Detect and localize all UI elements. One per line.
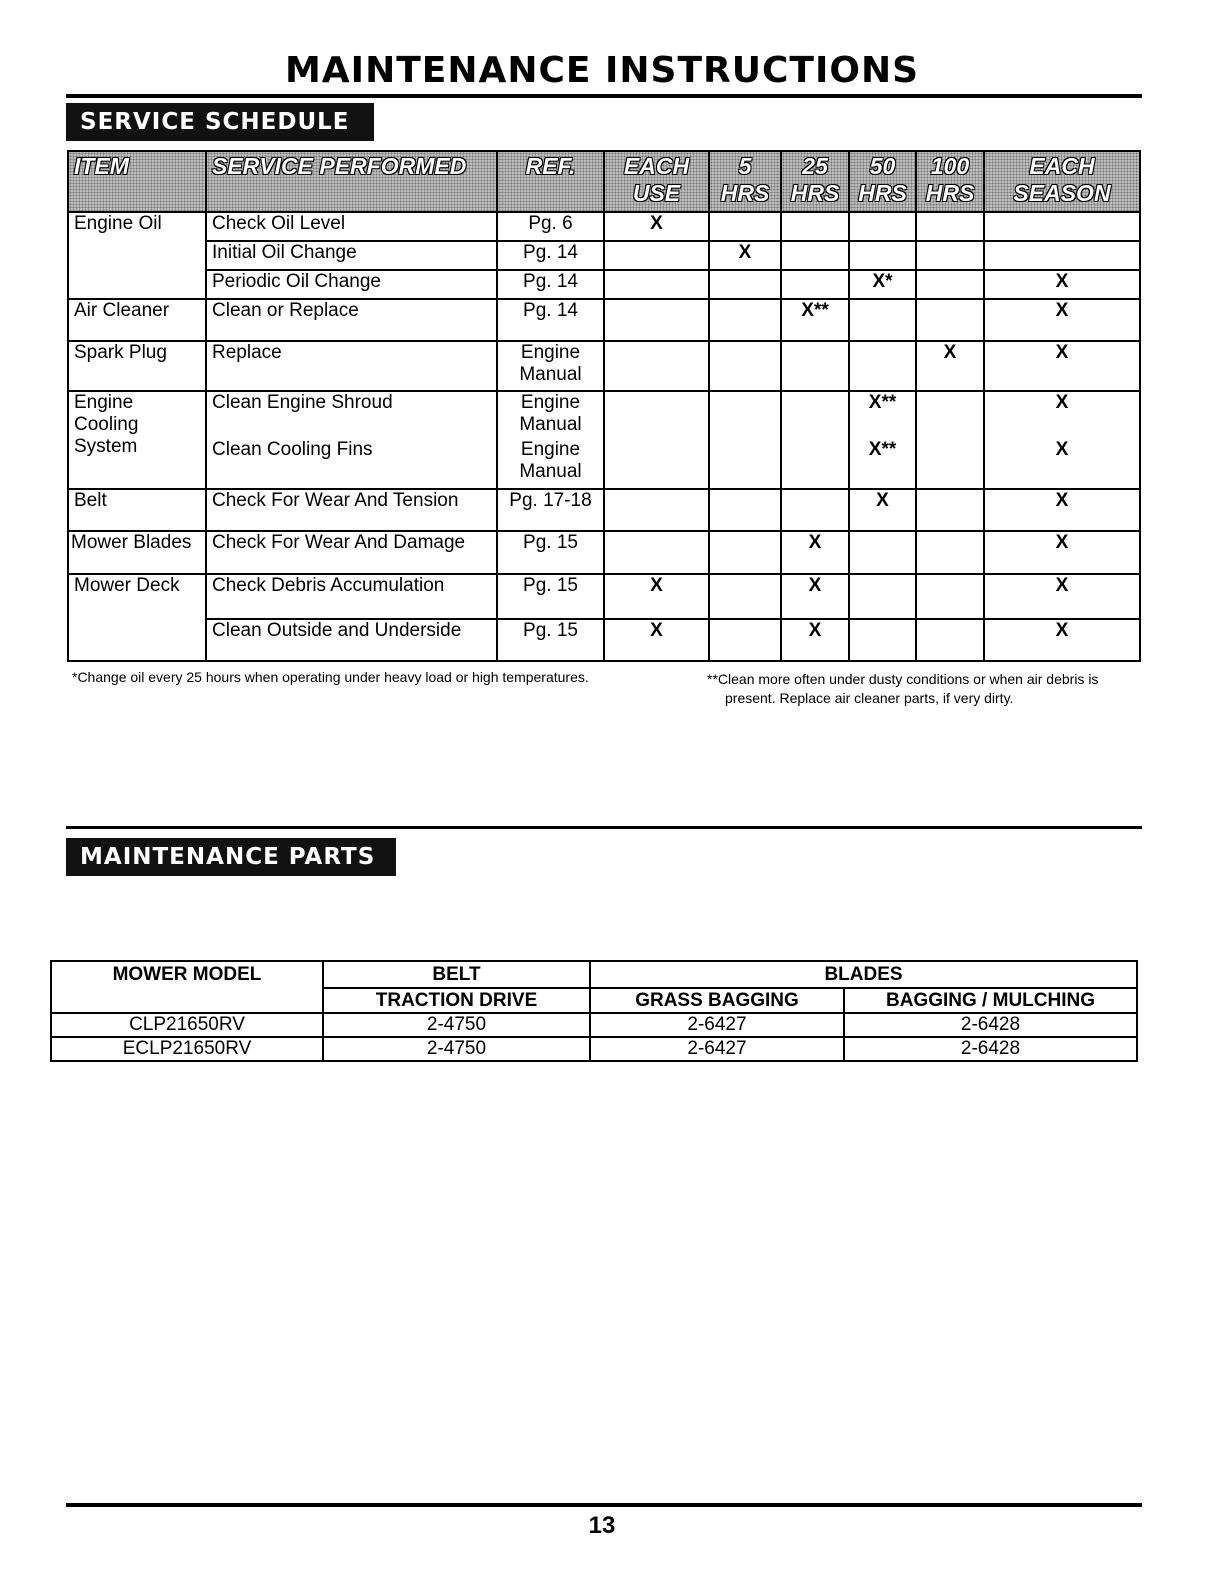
header-bagging-mulching: BAGGING / MULCHING xyxy=(844,988,1137,1013)
cell-100-hrs xyxy=(916,619,984,661)
cell-each-season: X xyxy=(984,531,1140,574)
cell-grass-bagging: 2-6427 xyxy=(590,1013,844,1037)
cell-each-season: X xyxy=(984,574,1140,619)
header-traction-drive: TRACTION DRIVE xyxy=(323,988,590,1013)
table-row xyxy=(68,241,1140,270)
cell-5-hrs xyxy=(709,489,781,531)
cell-service: Periodic Oil Change xyxy=(206,270,497,299)
cell-item: Engine Oil xyxy=(68,212,206,299)
cell-5-hrs xyxy=(709,619,781,661)
cell-ref: Engine Manual xyxy=(497,391,604,439)
cell-each-use xyxy=(604,439,709,489)
header-ref: REF. xyxy=(497,151,604,212)
cell-50-hrs xyxy=(849,212,916,241)
cell-25-hrs: X xyxy=(781,574,849,619)
footnote-oil: *Change oil every 25 hours when operating under heavy load or high temperatures. xyxy=(72,669,589,685)
cell-100-hrs xyxy=(916,241,984,270)
cell-25-hrs: X** xyxy=(781,299,849,341)
table-row xyxy=(68,270,1140,299)
cell-item: Engine Cooling System xyxy=(68,391,206,489)
cell-each-season: X xyxy=(984,270,1140,299)
cell-each-season: X xyxy=(984,619,1140,661)
header-service-performed: SERVICE PERFORMED xyxy=(206,151,497,212)
header-each-season: EACH SEASON xyxy=(984,151,1140,212)
cell-ref: Engine Manual xyxy=(497,439,604,489)
cell-5-hrs xyxy=(709,341,781,391)
cell-model: ECLP21650RV xyxy=(51,1037,323,1061)
cell-25-hrs xyxy=(781,489,849,531)
cell-each-use xyxy=(604,489,709,531)
cell-service: Check For Wear And Damage xyxy=(206,531,497,574)
cell-service: Replace xyxy=(206,341,497,391)
cell-25-hrs: X xyxy=(781,619,849,661)
cell-50-hrs: X* xyxy=(849,270,916,299)
cell-ref: Pg. 14 xyxy=(497,241,604,270)
cell-item: Spark Plug xyxy=(68,341,206,391)
table-row xyxy=(68,212,1140,241)
header-25-hrs: 25 HRS xyxy=(781,151,849,212)
table-row xyxy=(68,391,1140,439)
cell-ref: Pg. 14 xyxy=(497,270,604,299)
cell-each-use xyxy=(604,391,709,439)
table-row xyxy=(51,1037,1137,1061)
cell-25-hrs xyxy=(781,341,849,391)
cell-each-use xyxy=(604,299,709,341)
header-blades: BLADES xyxy=(590,961,1137,988)
cell-each-use xyxy=(604,531,709,574)
cell-100-hrs: X xyxy=(916,341,984,391)
cell-ref: Engine Manual xyxy=(497,341,604,391)
cell-each-season: X xyxy=(984,341,1140,391)
cell-5-hrs xyxy=(709,439,781,489)
cell-service: Clean or Replace xyxy=(206,299,497,341)
section-divider xyxy=(66,826,1142,829)
cell-service: Check For Wear And Tension xyxy=(206,489,497,531)
cell-5-hrs xyxy=(709,531,781,574)
schedule-header-row xyxy=(68,151,1140,212)
table-row xyxy=(68,531,1140,574)
table-row xyxy=(51,1013,1137,1037)
cell-item: Belt xyxy=(68,489,206,531)
cell-bagging-mulching: 2-6428 xyxy=(844,1013,1137,1037)
cell-service: Clean Outside and Underside xyxy=(206,619,497,661)
cell-each-season: X xyxy=(984,299,1140,341)
cell-100-hrs xyxy=(916,391,984,439)
cell-25-hrs: X xyxy=(781,531,849,574)
cell-25-hrs xyxy=(781,212,849,241)
cell-each-season: X xyxy=(984,489,1140,531)
table-row xyxy=(68,619,1140,661)
cell-5-hrs xyxy=(709,391,781,439)
cell-100-hrs xyxy=(916,489,984,531)
cell-25-hrs xyxy=(781,391,849,439)
cell-each-season xyxy=(984,241,1140,270)
table-row xyxy=(68,299,1140,341)
cell-25-hrs xyxy=(781,241,849,270)
cell-ref: Pg. 15 xyxy=(497,531,604,574)
cell-each-use xyxy=(604,270,709,299)
cell-100-hrs xyxy=(916,574,984,619)
header-belt: BELT xyxy=(323,961,590,988)
header-item: ITEM xyxy=(68,151,206,212)
page-title: MAINTENANCE INSTRUCTIONS xyxy=(284,50,919,91)
cell-100-hrs xyxy=(916,439,984,489)
cell-50-hrs: X** xyxy=(849,439,916,489)
cell-50-hrs xyxy=(849,241,916,270)
cell-each-use xyxy=(604,241,709,270)
cell-each-use: X xyxy=(604,574,709,619)
cell-ref: Pg. 15 xyxy=(497,574,604,619)
cell-service: Clean Cooling Fins xyxy=(206,439,497,489)
cell-5-hrs xyxy=(709,270,781,299)
cell-each-season: X xyxy=(984,391,1140,439)
cell-5-hrs: X xyxy=(709,241,781,270)
footer-rule xyxy=(66,1503,1142,1507)
cell-model: CLP21650RV xyxy=(51,1013,323,1037)
header-mower-model: MOWER MODEL xyxy=(51,961,323,1013)
cell-25-hrs xyxy=(781,270,849,299)
cell-50-hrs xyxy=(849,299,916,341)
cell-item: Air Cleaner xyxy=(68,299,206,341)
cell-service: Clean Engine Shroud xyxy=(206,391,497,439)
parts-header-row xyxy=(51,961,1137,988)
cell-5-hrs xyxy=(709,299,781,341)
table-row xyxy=(68,341,1140,391)
title-underline xyxy=(66,94,1142,98)
cell-each-use xyxy=(604,341,709,391)
maintenance-parts-table xyxy=(50,960,1138,1062)
cell-100-hrs xyxy=(916,212,984,241)
header-each-use: EACH USE xyxy=(604,151,709,212)
cell-bagging-mulching: 2-6428 xyxy=(844,1037,1137,1061)
page-number: 13 xyxy=(588,1512,616,1539)
cell-service: Initial Oil Change xyxy=(206,241,497,270)
header-100-hrs: 100 HRS xyxy=(916,151,984,212)
cell-each-season: X xyxy=(984,439,1140,489)
cell-ref: Pg. 15 xyxy=(497,619,604,661)
cell-25-hrs xyxy=(781,439,849,489)
cell-grass-bagging: 2-6427 xyxy=(590,1037,844,1061)
cell-each-use: X xyxy=(604,619,709,661)
service-schedule-table xyxy=(67,150,1141,662)
cell-50-hrs xyxy=(849,574,916,619)
cell-ref: Pg. 6 xyxy=(497,212,604,241)
cell-50-hrs: X xyxy=(849,489,916,531)
cell-service: Check Debris Accumulation xyxy=(206,574,497,619)
header-50-hrs: 50 HRS xyxy=(849,151,916,212)
cell-ref: Pg. 17-18 xyxy=(497,489,604,531)
cell-service: Check Oil Level xyxy=(206,212,497,241)
cell-50-hrs xyxy=(849,531,916,574)
cell-50-hrs xyxy=(849,619,916,661)
footnote-dust-line2: present. Replace air cleaner parts, if very dirty. xyxy=(725,690,1014,706)
maintenance-parts-banner: MAINTENANCE PARTS xyxy=(66,838,396,876)
cell-item: Mower Deck xyxy=(68,574,206,661)
cell-5-hrs xyxy=(709,212,781,241)
service-schedule-banner: SERVICE SCHEDULE xyxy=(66,103,374,141)
cell-each-use: X xyxy=(604,212,709,241)
cell-50-hrs xyxy=(849,341,916,391)
cell-traction-drive: 2-4750 xyxy=(323,1037,590,1061)
cell-traction-drive: 2-4750 xyxy=(323,1013,590,1037)
footnote-dust-line1: **Clean more often under dusty conditions or when air debris is xyxy=(707,671,1099,687)
cell-ref: Pg. 14 xyxy=(497,299,604,341)
cell-100-hrs xyxy=(916,531,984,574)
header-5-hrs: 5 HRS xyxy=(709,151,781,212)
cell-5-hrs xyxy=(709,574,781,619)
table-row xyxy=(68,439,1140,489)
cell-50-hrs: X** xyxy=(849,391,916,439)
header-grass-bagging: GRASS BAGGING xyxy=(590,988,844,1013)
cell-100-hrs xyxy=(916,270,984,299)
cell-item: Mower Blades xyxy=(68,531,206,574)
table-row xyxy=(68,574,1140,619)
cell-100-hrs xyxy=(916,299,984,341)
table-row xyxy=(68,489,1140,531)
cell-each-season xyxy=(984,212,1140,241)
